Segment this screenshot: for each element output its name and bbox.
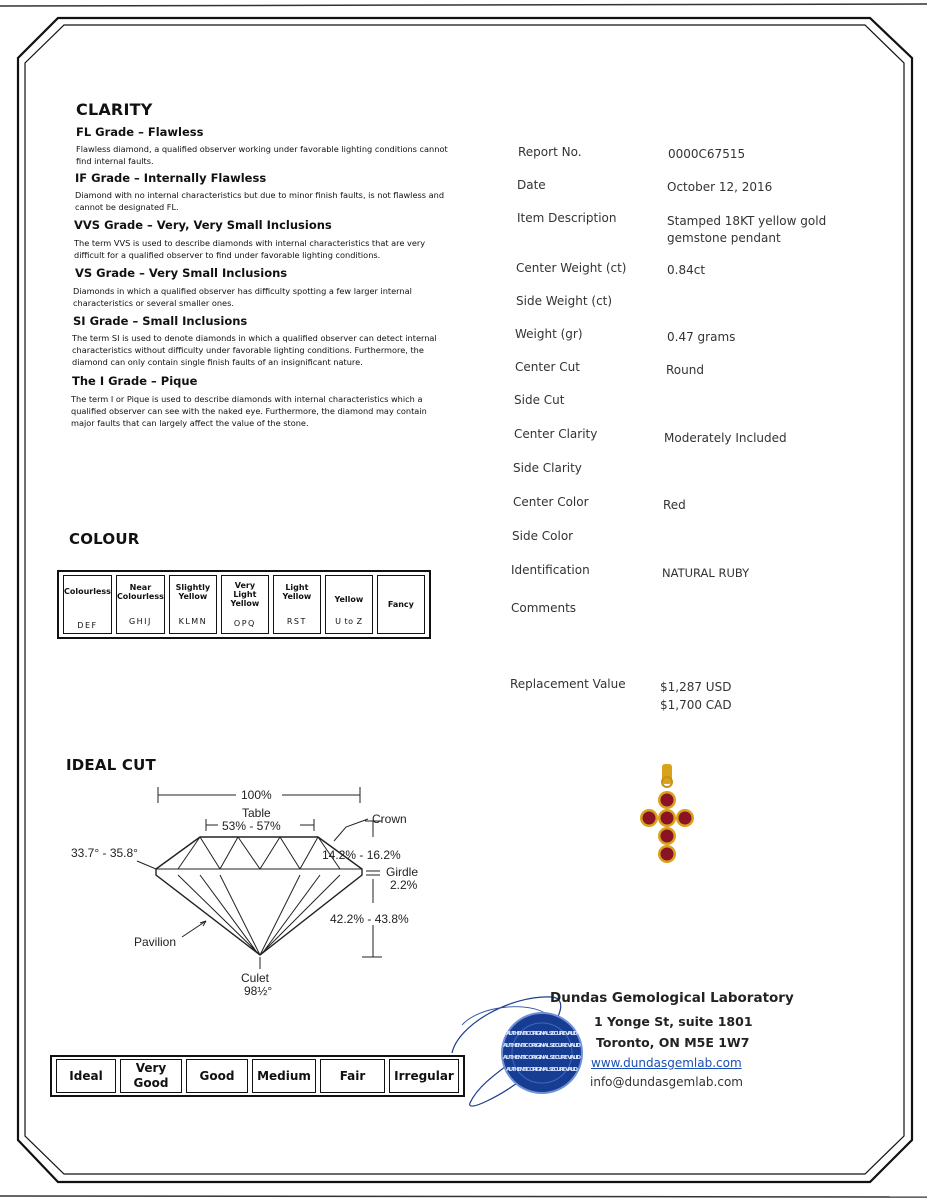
girdle-label: Girdle [386,865,419,879]
crown-height-label: 14.2% - 16.2% [322,848,401,862]
cut-grade-cell: Very Good [120,1059,182,1093]
colour-cell-grades: GHIJ [128,617,152,626]
crown-label: Crown [372,812,407,826]
colour-cell-name: Near Colourless [116,583,164,601]
lab-name: Dundas Gemological Laboratory [550,990,794,1006]
seal-text: AUTHENTIC ORIGINAL SECURE VALID [506,1031,578,1037]
girdle-value-label: 2.2% [390,878,418,892]
report-label: Side Weight (ct) [516,294,613,308]
colour-cell-name: Slightly Yellow [175,583,211,601]
clarity-grade-text: Diamond with no internal characteristics but due to minor finish faults, is not flawless and cannot be designated FL. [75,190,445,212]
clarity-grade-text: The term VVS is used to describe diamonds with internal characteristics that are very difficult for a qualified observer to find under favorable lighting conditions. [74,238,426,260]
report-label: Center Color [513,495,589,509]
clarity-grade-text: The term I or Pique is used to describe diamonds with internal characteristics which a qualified observer can see with the naked eye. Furthermore, the diamond may contain major faults that can largely affect the value of the stone. [71,394,427,428]
colour-scale-table [57,570,431,639]
seal-text: AUTHENTIC ORIGINAL SECURE VALID [506,1067,578,1073]
colour-cell [325,575,373,634]
report-label: Side Clarity [513,461,582,475]
diamond-proportions-diagram [60,775,450,1005]
seal-text: AUTHENTIC ORIGINAL SECURE VALID [503,1043,581,1049]
cut-grade-cell: Irregular [389,1059,459,1093]
clarity-grade-text: Flawless diamond, a qualified observer working under favorable lighting conditions cannot find internal faults. [76,144,448,166]
report-value: Stamped 18KT yellow gold gemstone pendant [667,214,827,245]
colour-cell [377,575,425,634]
lab-email: info@dundasgemlab.com [590,1075,743,1089]
report-label: Side Color [512,529,574,543]
cut-grade-cell: Good [186,1059,248,1093]
report-label: Comments [511,601,577,615]
colour-cell [273,575,321,634]
report-value: 0000C67515 [668,147,746,161]
report-value: Moderately Included [664,431,787,445]
cut-grade-cell: Ideal [56,1059,116,1093]
report-value: 0.84ct [667,263,706,277]
report-label: Center Clarity [514,427,598,441]
colour-cell-name: Colourless [64,587,111,596]
seal-text: AUTHENTIC ORIGINAL SECURE VALID [503,1055,581,1061]
report-label: Identification [511,563,590,577]
cut-grade-table [50,1055,465,1097]
report-label: Date [517,178,546,192]
report-value: Red [663,498,686,512]
cut-grade-cell: Medium [252,1059,316,1093]
report-value: NATURAL RUBY [662,566,750,580]
colour-cell [221,575,269,634]
clarity-title: CLARITY [76,100,153,119]
report-label: Side Cut [514,393,565,407]
culet-value-label: 98½° [244,984,273,998]
total-width-label: 100% [241,788,272,802]
cut-grade-cell: Fair [320,1059,385,1093]
colour-cell-grades: DEF [77,621,98,630]
pavilion-label: Pavilion [134,935,177,949]
replacement-value-label: Replacement Value [510,677,626,691]
clarity-grade-text: Diamonds in which a qualified observer has difficulty spotting a few larger internal characteristics or several smaller ones. [73,286,412,308]
report-value: Round [666,363,704,377]
lab-address-line2: Toronto, ON M5E 1W7 [596,1035,750,1050]
report-label: Weight (gr) [515,327,583,341]
table-label: Table [242,806,271,820]
colour-cell-grades: OPQ [233,619,256,628]
report-value: 0.47 grams [667,330,736,344]
clarity-grade-heading: IF Grade – Internally Flawless [75,171,267,185]
colour-cell [63,575,112,634]
colour-cell-name: Fancy [387,600,414,609]
clarity-grade-heading: VVS Grade – Very, Very Small Inclusions [74,218,332,232]
crown-angle-label: 33.7° - 35.8° [71,846,138,860]
clarity-grade-heading: The I Grade – Pique [72,374,198,388]
replacement-value-cad: $1,700 CAD [660,698,732,712]
report-label: Center Cut [515,360,580,374]
pendant-photo [636,760,706,870]
report-label: Center Weight (ct) [516,261,627,275]
clarity-grade-heading: FL Grade – Flawless [76,125,204,139]
lab-website-link[interactable]: www.dundasgemlab.com [591,1056,742,1070]
table-range-label: 53% - 57% [222,819,281,833]
colour-cell-name: Light Yellow [282,583,312,601]
lab-address-line1: 1 Yonge St, suite 1801 [594,1014,753,1029]
colour-cell-name: Very Light Yellow [230,581,260,608]
colour-cell-name: Yellow [334,595,364,604]
report-label: Report No. [518,145,582,159]
culet-label: Culet [241,971,270,985]
clarity-grade-text: The term SI is used to denote diamonds in which a qualified observer can detect internal characteristics without difficulty under favorable lighting conditions. Furthermore, the diamond can only contain single finish faults of an insignificant nature. [72,333,437,367]
colour-cell-grades: U to Z [335,617,363,626]
clarity-grade-heading: SI Grade – Small Inclusions [73,314,248,328]
ideal-cut-title: IDEAL CUT [66,756,156,774]
report-value: October 12, 2016 [667,180,773,194]
colour-title: COLOUR [69,530,140,548]
clarity-grade-heading: VS Grade – Very Small Inclusions [75,266,288,280]
colour-cell [116,575,165,634]
colour-cell-grades: RST [286,617,307,626]
report-label: Item Description [517,211,617,225]
pavilion-depth-label: 42.2% - 43.8% [330,912,409,926]
colour-cell [169,575,217,634]
replacement-value-usd: $1,287 USD [660,680,732,694]
colour-cell-grades: KLMN [178,617,208,626]
